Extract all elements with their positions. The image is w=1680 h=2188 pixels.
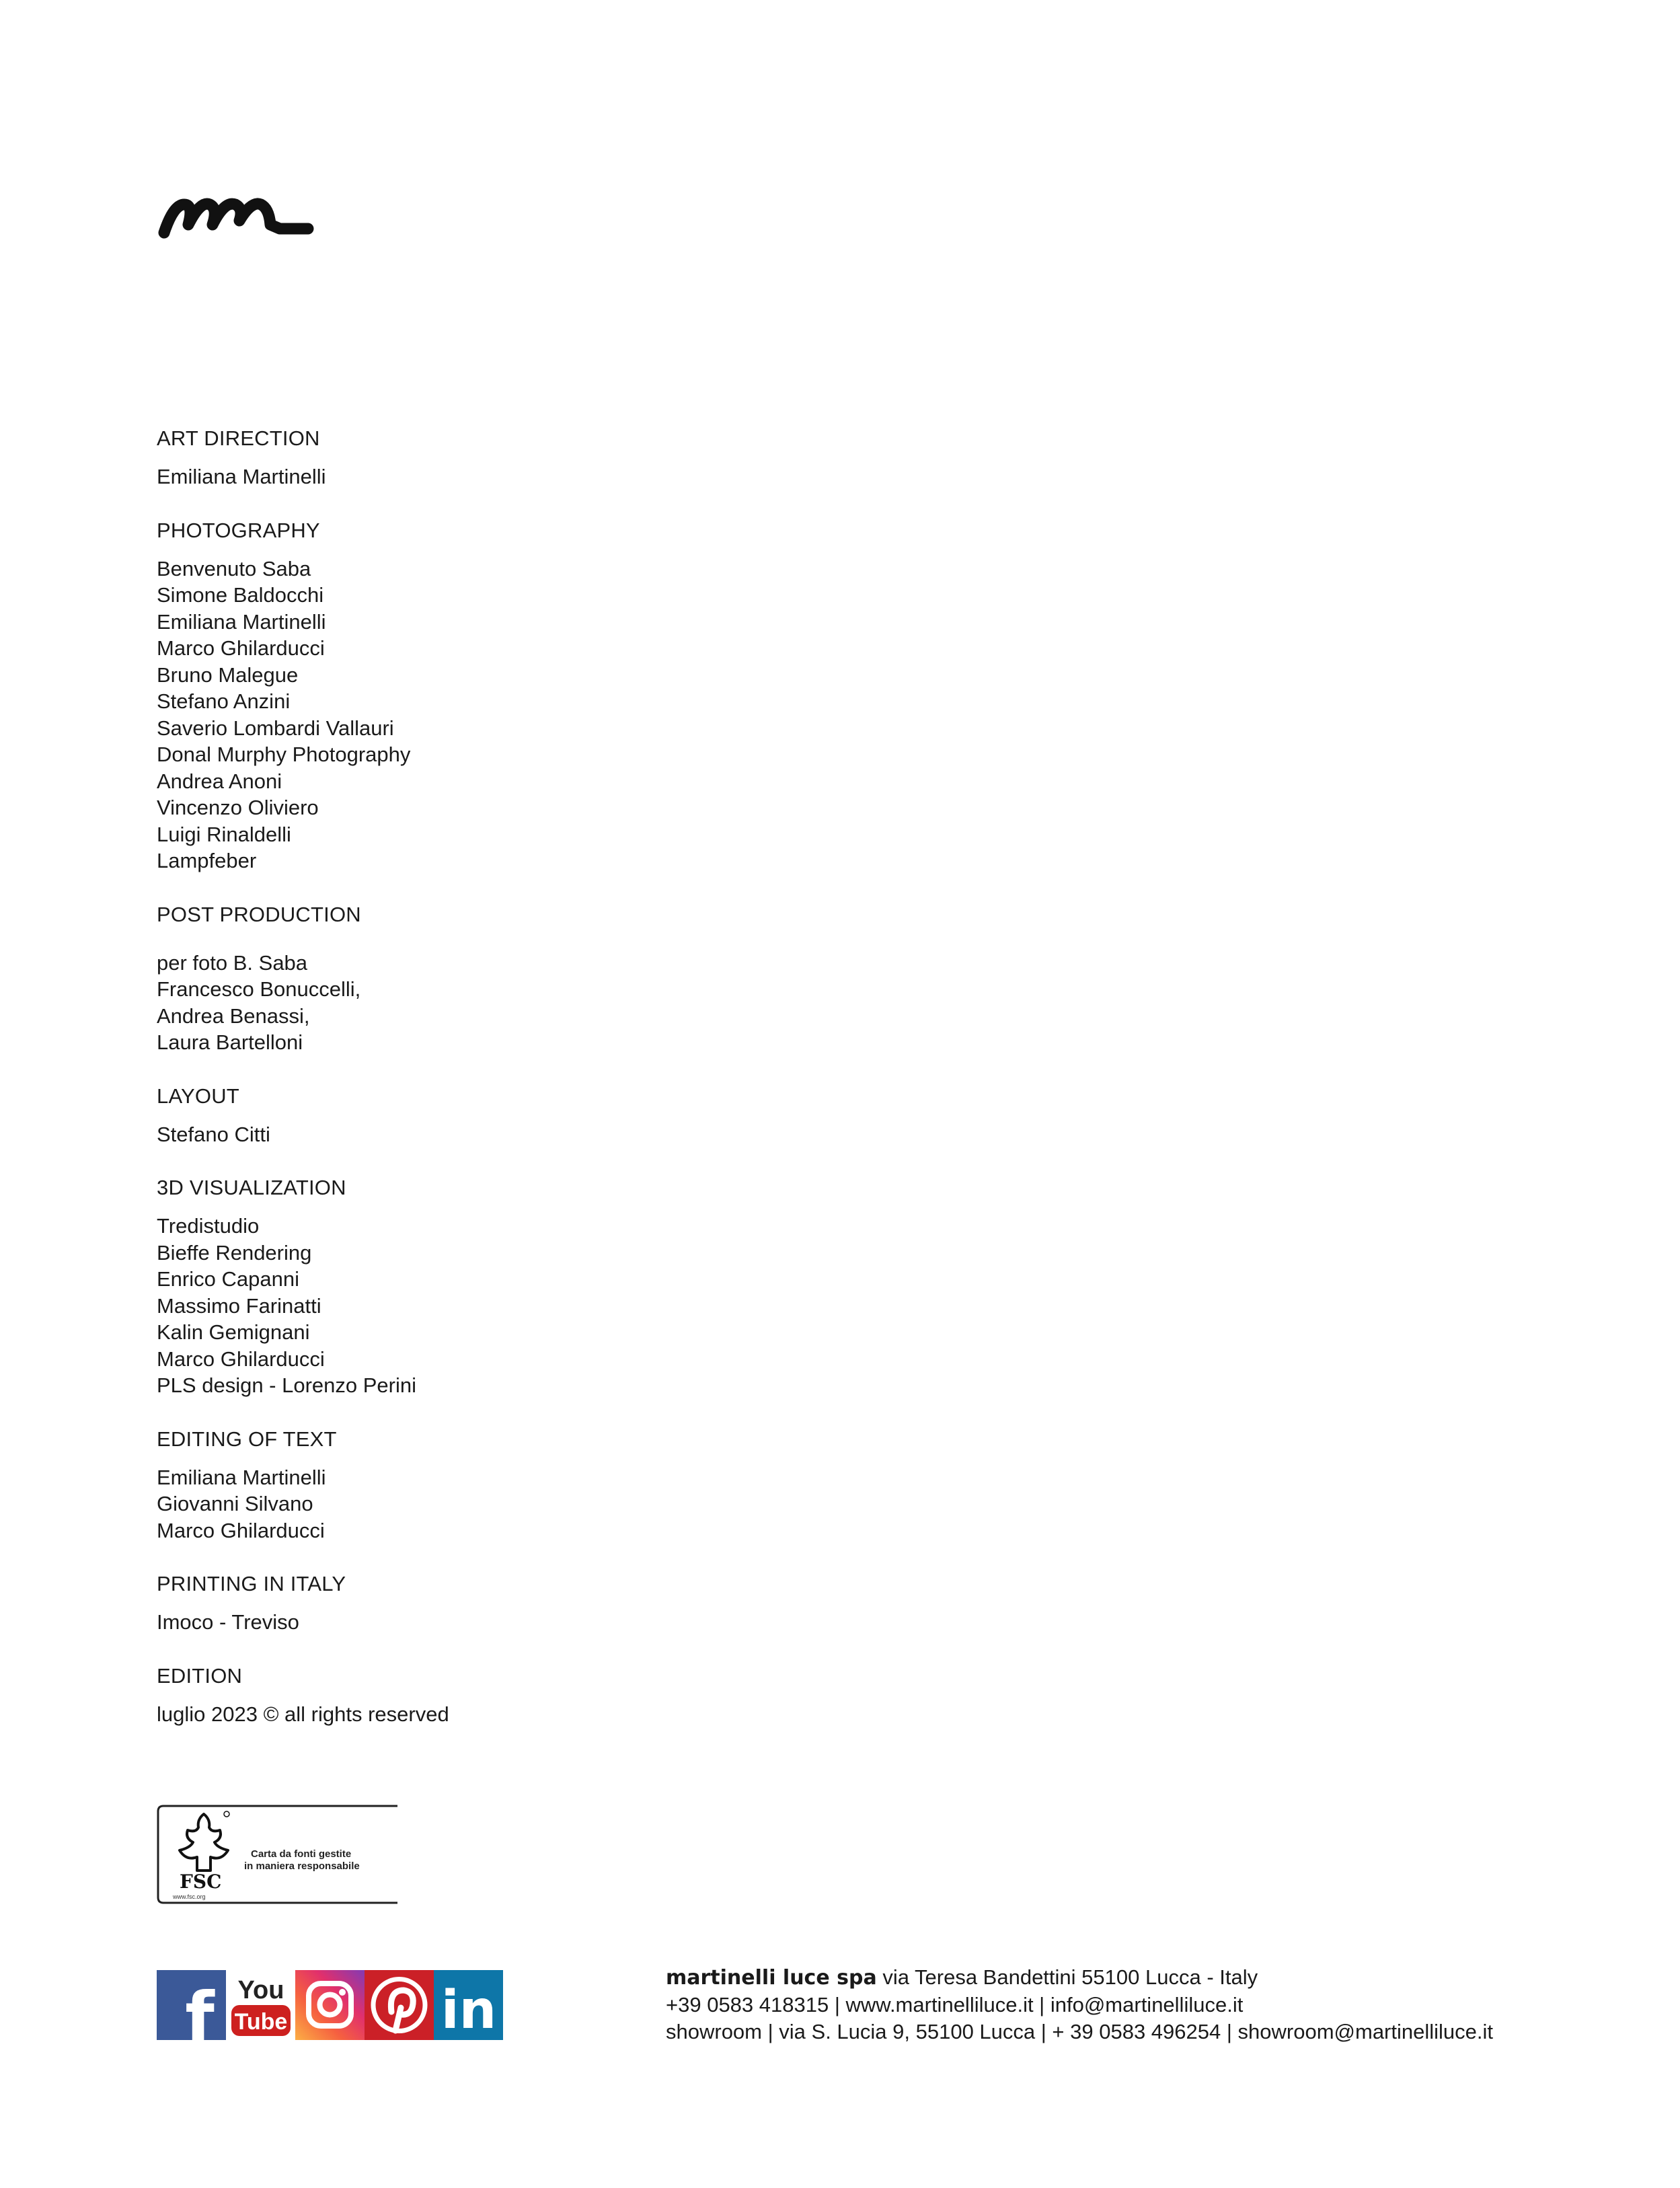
credit-name: Stefano Anzini [157,689,291,713]
svg-text:You: You [237,1976,284,2004]
contact-address-line [666,1964,1493,1992]
credit-heading: PHOTOGRAPHY [157,518,320,542]
credit-heading: EDITION [157,1663,243,1688]
credit-heading: 3D VISUALIZATION [157,1176,346,1199]
fsc-logo-text: FSC [180,1871,222,1893]
credit-heading: ART DIRECTION [157,426,320,450]
linkedin-icon[interactable] [434,1970,503,2040]
company-address: via Teresa Bandettini 55100 Lucca - Italy [876,1965,1258,1989]
credit-name: Massimo Farinatti [157,1293,321,1318]
credit-section-printing [157,1571,762,1636]
credit-name: Bieffe Rendering [157,1240,312,1265]
credits-list [157,425,762,1754]
credit-name: Bruno Malegue [157,663,299,687]
credit-section-art-direction [157,425,762,490]
martinelli-luce-logo [156,194,315,241]
svg-text:in: in [441,1980,497,2040]
credit-name: Stefano Citti [157,1122,270,1146]
credit-name: Francesco Bonuccelli, [157,977,361,1001]
credit-section-editing-of-text [157,1426,762,1544]
credit-name: Emiliana Martinelli [157,609,326,634]
credit-heading: LAYOUT [157,1084,239,1108]
contact-info [666,1964,1493,2045]
credit-section-layout [157,1083,762,1148]
credit-section-edition [157,1663,762,1728]
contact-phone-web-email: +39 0583 418315 | www.martinelliluce.it | info@martinelliluce.it [666,1993,1244,2016]
credit-heading: EDITING OF TEXT [157,1427,337,1451]
credit-section-3d-visualization [157,1174,762,1399]
credit-heading: POST PRODUCTION [157,902,361,926]
fsc-tree-icon [180,1811,229,1871]
fsc-certification-label [157,1805,397,1904]
fsc-line-1: Carta da fonti gestite [251,1848,352,1860]
credit-name: Emiliana Martinelli [157,465,326,488]
credit-name: Tredistudio [157,1214,260,1238]
credit-name: Benvenuto Saba [157,556,311,580]
svg-text:f: f [185,1977,215,2040]
pinterest-icon[interactable] [365,1970,434,2040]
credit-section-post-production [157,901,762,1056]
credit-name: Imoco - Treviso [157,1610,299,1634]
credit-name: Vincenzo Oliviero [157,796,319,819]
credit-name: Giovanni Silvano [157,1492,313,1515]
credit-name: Saverio Lombardi Vallauri [157,716,394,740]
credit-name: Luigi Rinaldelli [157,822,291,846]
fsc-url: www.fsc.org [173,1893,206,1900]
credit-name: Donal Murphy Photography [157,743,411,766]
credit-name: Marco Ghilarducci [157,1347,325,1371]
credit-name: Laura Bartelloni [157,1030,303,1054]
social-icons [157,1970,504,2040]
company-name: martinelli luce spa [666,1966,877,1990]
credit-name: Enrico Capanni [157,1267,299,1291]
fsc-line-2: in maniera responsabile [244,1860,360,1872]
credit-name: Kalin Gemignani [157,1320,310,1344]
instagram-icon[interactable] [295,1970,365,2040]
contact-showroom: showroom | via S. Lucia 9, 55100 Lucca | + 39 0583 496254 | showroom@martinelliluce.it [666,2020,1494,2043]
credit-name: Andrea Anoni [157,769,282,793]
credit-name: PLS design - Lorenzo Perini [157,1373,417,1397]
credit-name: Marco Ghilarducci [157,1518,325,1542]
credit-name: Lampfeber [157,849,257,872]
credit-name: Marco Ghilarducci [157,636,325,660]
youtube-icon[interactable] [226,1970,295,2040]
facebook-icon[interactable] [157,1970,226,2040]
credit-name: Emiliana Martinelli [157,1465,326,1489]
credit-name: Simone Baldocchi [157,583,324,607]
credit-section-photography [157,517,762,874]
svg-text:Tube: Tube [234,2009,288,2035]
credit-heading: PRINTING IN ITALY [157,1572,346,1595]
credit-name: luglio 2023 © all rights reserved [157,1702,449,1726]
credit-name: Andrea Benassi, [157,1004,310,1028]
credit-name: per foto B. Saba [157,950,308,975]
